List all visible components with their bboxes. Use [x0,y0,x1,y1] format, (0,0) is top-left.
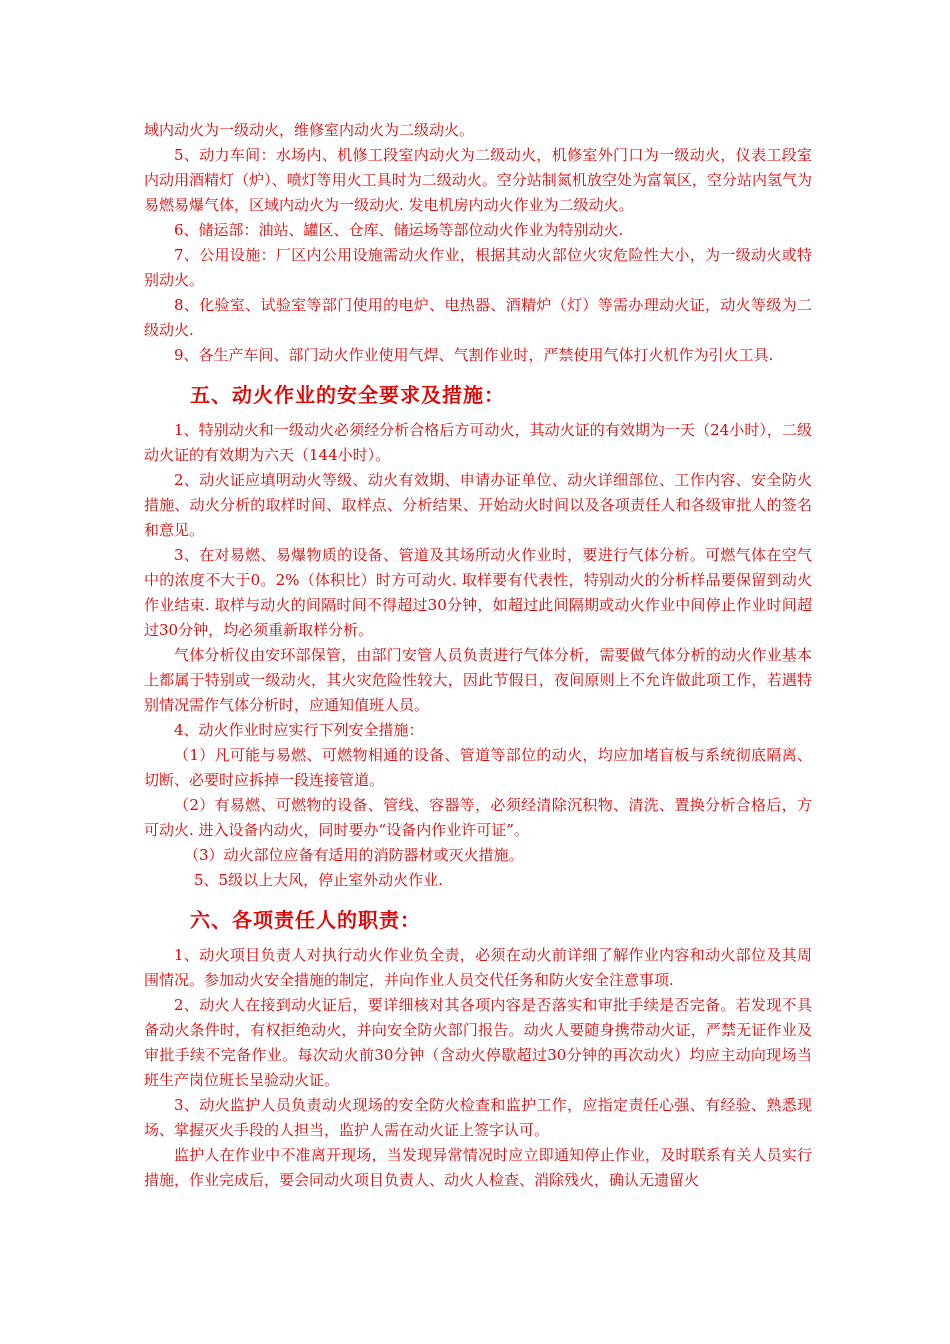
section-5-heading: 五、动火作业的安全要求及措施： [190,383,505,407]
paragraph-public-facilities: 7、公用设施：厂区内公用设施需动火作业，根据其动火部位火灾危险性大小，为一级动火或特别动火。 [144,246,812,289]
section-6-paragraph: 3、动火监护人员负责动火现场的安全防火检查和监护工作，应指定责任心强、有经验、熟悉现场、掌握灭火手段的人担当，监护人需在动火证上签字认可。 [144,1096,812,1139]
paragraph-power-workshop: 5、动力车间：水场内、机修工段室内动火为二级动火，机修室外门口为一级动火，仪表工段室内动用酒精灯（炉）、喷灯等用火工具时为二级动火。空分站制氮机放空处为富氧区，空分站内氢气为易燃易爆气体，区域内动火为一级动火. 发电机房内动火作业为二级动火。 [144,146,812,214]
paragraph-gas-welding: 9、各生产车间、部门动火作业使用气焊、气割作业时，严禁使用气体打火机作为引火工具. [174,346,774,364]
section-5-paragraph: 2、动火证应填明动火等级、动火有效期、申请办证单位、动火详细部位、工作内容、安全防火措施、动火分析的取样时间、取样点、分析结果、开始动火时间以及各项责任人和各级审批人的签名和意见。 [144,471,812,539]
document-body [144,118,812,1193]
section-5-subitem: （3）动火部位应备有适用的消防器材或灭火措施。 [184,846,524,864]
section-5-paragraph: 3、在对易燃、易爆物质的设备、管道及其场所动火作业时，要进行气体分析。可燃气体在空气中的浓度不大于0。2%（体积比）时方可动火. 取样要有代表性，特别动火的分析样品要保留到动火作业结束. 取样与动火的间隔时间不得超过30分钟，如超过此间隔期或动火作业中间停止作业时间超过30分钟，均必须重新取样分析。 [144,546,812,639]
section-5-paragraph: 1、特别动火和一级动火必须经分析合格后方可动火，其动火证的有效期为一天（24小时），二级动火证的有效期为六天（144小时）。 [144,421,812,464]
section-5-paragraph: 气体分析仪由安环部保管，由部门安管人员负责进行气体分析，需要做气体分析的动火作业基本上都属于特别或一级动火，其火灾危险性较大，因此节假日，夜间原则上不允许做此项工作，若遇特别情况需作气体分析时，应通知值班人员。 [144,646,812,714]
section-6-heading: 六、各项责任人的职责： [190,908,421,932]
section-5-subitem: （2）有易燃、可燃物的设备、管线、容器等，必须经清除沉积物、清洗、置换分析合格后，方可动火. 进入设备内动火，同时要办“设备内作业许可证”。 [144,796,812,839]
paragraph-storage: 6、储运部：油站、罐区、仓库、储运场等部位动火作业为特别动火. [174,221,624,239]
section-5-subitem: （1）凡可能与易燃、可燃物相通的设备、管道等部位的动火，均应加堵盲板与系统彻底隔离、切断、必要时应拆掉一段连接管道。 [144,746,812,789]
section-5-paragraph: 5、5级以上大风，停止室外动火作业. [194,871,443,889]
section-6-paragraph: 2、动火人在接到动火证后，要详细核对其各项内容是否落实和审批手续是否完备。若发现不具备动火条件时，有权拒绝动火，并向安全防火部门报告。动火人要随身携带动火证，严禁无证作业及审批手续不完备作业。每次动火前30分钟（含动火停歇超过30分钟的再次动火）均应主动向现场当班生产岗位班长呈验动火证。 [144,996,812,1089]
section-5-paragraph: 4、动火作业时应实行下列安全措施： [174,721,424,739]
section-6-paragraph: 1、动火项目负责人对执行动火作业负全责，必须在动火前详细了解作业内容和动火部位及其周围情况。参加动火安全措施的制定，并向作业人员交代任务和防火安全注意事项. [144,946,812,989]
paragraph-continued: 域内动火为一级动火，维修室内动火为二级动火。 [144,121,475,139]
paragraph-laboratory: 8、化验室、试验室等部门使用的电炉、电热器、酒精炉（灯）等需办理动火证，动火等级为二级动火. [144,296,812,339]
section-6-paragraph: 监护人在作业中不准离开现场，当发现异常情况时应立即通知停止作业，及时联系有关人员实行措施，作业完成后，要会同动火项目负责人、动火人检查、消除残火，确认无遗留火 [144,1146,812,1189]
